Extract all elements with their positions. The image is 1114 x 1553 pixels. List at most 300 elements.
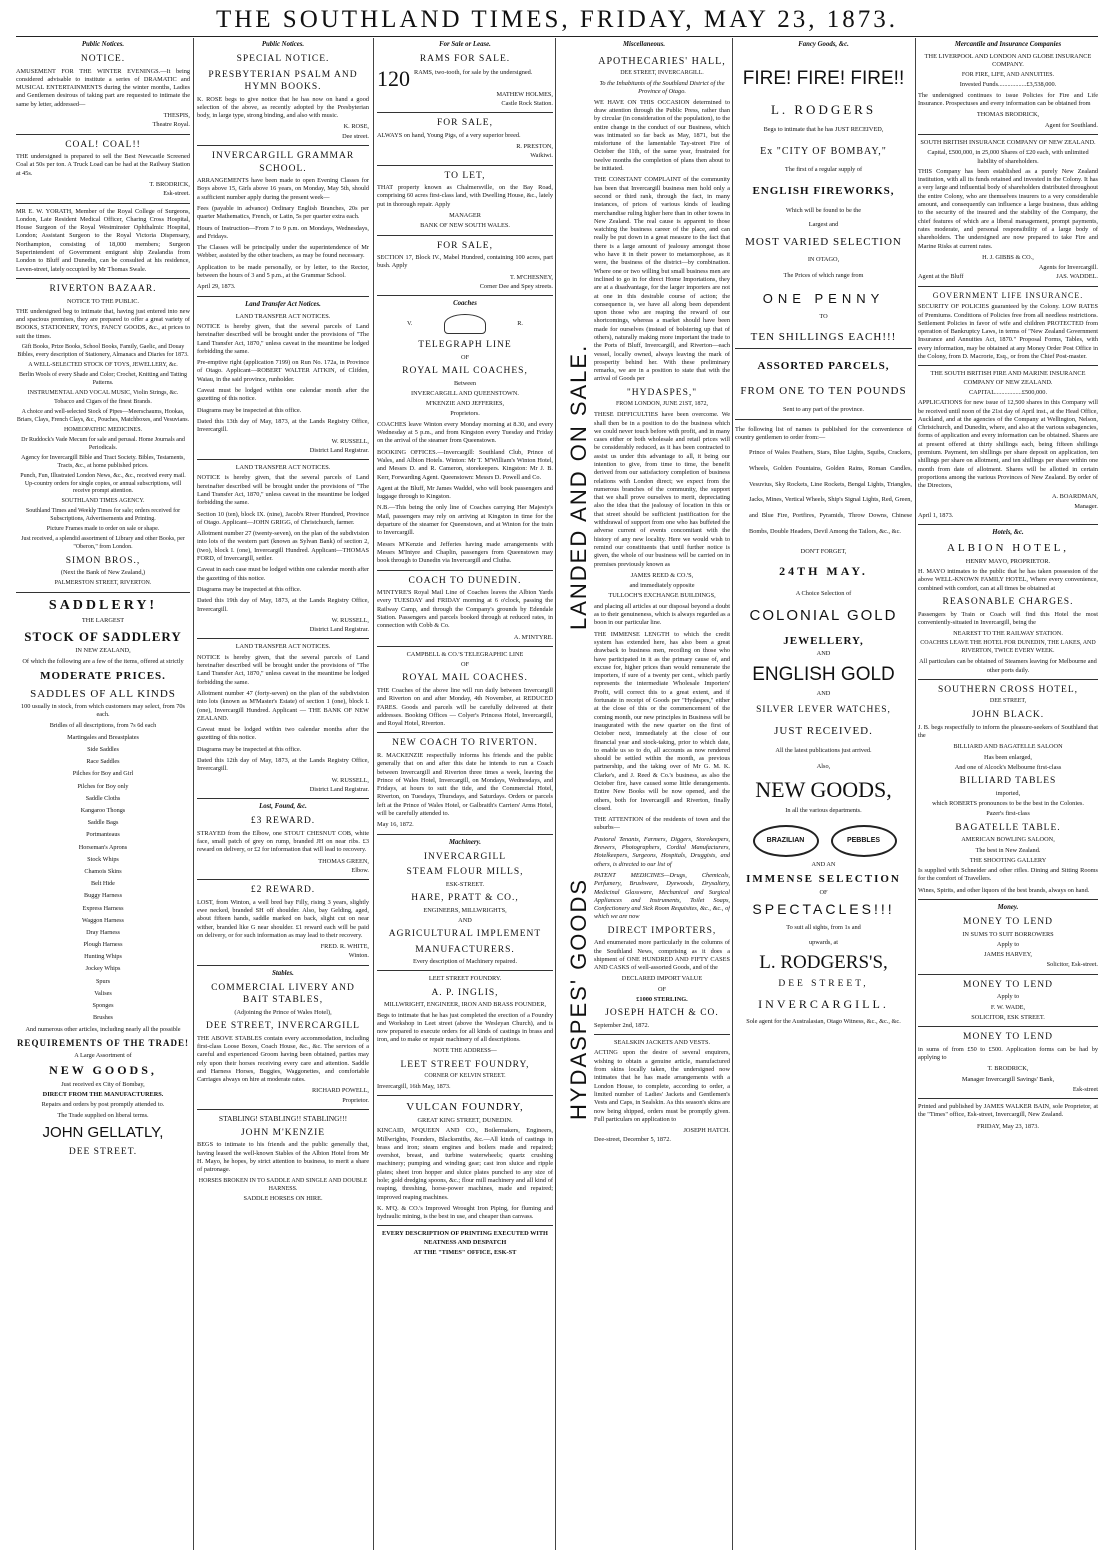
ll-funds: Invested Funds..................£3,538,000. — [959, 81, 1057, 89]
mckenzie-body: BEGS to intimate to his friends and the public generally that, having leased the well-known Stables of the Albion Hotel from Mr H. Mayo, he hopes, by strict attention to business, to merit a share of patronage. — [197, 1141, 369, 1174]
notice-title: NOTICE. — [80, 53, 126, 64]
mckenzie-broken: HORSES BROKEN IN TO SADDLE AND SINGLE AND DOUBLE HARNESS. — [198, 1177, 368, 1192]
saddlery-item: Side Saddles — [87, 746, 119, 754]
seal-date: Dee-street, December 5, 1872. — [594, 1136, 671, 1144]
lens-right: PEBBLES — [831, 825, 897, 857]
lta-body: NOTICE is hereby given, that the several parcels of Land hereinafter described will be brought under the provisions of "The Land Transfer Act, 1870," unless caveat in the meantime be lodged forbidding the same. — [197, 474, 369, 507]
saddlery-item: Sponges — [92, 1002, 114, 1010]
ah-body: THE IMMENSE LENGTH to which the credit system has extended here, has also been a great drawback to business men, recoiling on those who have participated in it as the primary cause of, and excuse for, higher prices than would remunerate the importers, if sure of a twenty per cent., which partly represents the intermediate Wholesale Importers' Profit, will correct this to a great extent, and if fortunate in receipt of Goods per "Hydaspes," either at the close of this or the commencement of the coming month, our new principles in Business will be inaugurated with the new quarter on the first of October next, immediately at the close of our financial year and stock-taking, prior to which date, to enable us so to do, all accounts as now rendered should be settled within the month, as previous partnership, and the taking over of Mr G. M. K. Clarke's, and J. Reed & Co.'s business, as also the October fire, have caused some little derangements. Entire New Books will be now opened, and the others, both for Invercargill and Riverton, finally closed. — [594, 630, 730, 812]
rams-sign: MATHEW HOLMES, — [496, 90, 553, 98]
money-title: MONEY TO LEND — [963, 1032, 1053, 1043]
crown-icon — [444, 314, 486, 334]
bazaar-item: Tobacco and Cigars of the finest Brands. — [54, 399, 152, 406]
rams-body: RAMS, two-tooth, for sale by the undersigned. — [414, 68, 533, 76]
divider — [377, 1225, 553, 1226]
mills-title: INVERCARGILL — [423, 851, 507, 862]
simon-addr: PALMERSTON STREET, RIVERTON. — [54, 579, 152, 586]
saddlery-item: Saddle Bags — [87, 819, 119, 827]
livery-body: THE ABOVE STABLES contain every accommodation, including first-class Loose Boxes, Coach House, &c., &c. The services of a careful and experienced Groom having been obtained, parties may rely upon their horses receiving every care and attention. Saddle and Harness Horses, Buggies, Waggonettes, and comfortable Carriages always on hire at moderate rates. — [197, 1034, 369, 1084]
saddlery-item: Pilches for Boy only — [77, 782, 129, 790]
english-gold: ENGLISH GOLD — [752, 663, 895, 685]
seal-sign: JOSEPH HATCH. — [683, 1127, 730, 1135]
mckenzie-title: JOHN M'KENZIE — [240, 1127, 326, 1138]
just-received: JUST RECEIVED. — [774, 725, 873, 738]
choice: A Choice Selection of — [795, 589, 852, 597]
grammar-date: April 29, 1873. — [197, 283, 236, 291]
inglis-addr: LEET STREET FOUNDRY, — [400, 1059, 530, 1070]
forsale-body: ALWAYS on hand, Young Pigs, of a very superior breed. — [377, 131, 521, 139]
sbf-cap: CAPITAL.................£500,000. — [968, 388, 1048, 396]
campbell-body: THE Coaches of the above line will run daily between Invercargill and Riverton on and after Monday, 4th November, at REDUCED FARES. Goods and parcels will be carefully delivered at their addresses. Booking Offices — Colyer's Princess Hotel, Invercargill, and Royal Hotel, Riverton. — [377, 686, 553, 728]
divider — [197, 145, 369, 146]
sb-body: THIS Company has been established as a purely New Zealand institution, with all its funds retained and invested in the Colony. It has a very large and influential body of shareholders distributed throughout the entire Colony, who are themselves insurers to a very considerable amount, and consequently can influence a large business, thus adding to the security of the insured and the stability of the Company, the chief features of which are a liberal management, prompt payments, rates moderate, and personal responsibility of a large body of shareholders. The undersigned are now prepared to take Fire and Marine Risks at current rates. — [918, 167, 1098, 250]
riverton-date: May 16, 1872. — [377, 821, 414, 829]
sb-bluff-row — [918, 273, 1098, 281]
albion-nearest: NEAREST TO THE RAILWAY STATION. — [953, 630, 1063, 638]
list-intro: The following list of names is published for the convenience of country gentlemen to order from:— — [735, 425, 912, 441]
divider — [735, 419, 912, 420]
tel-route: INVERCARGILL AND QUEENSTOWN. — [411, 389, 519, 397]
tel-royal: ROYAL MAIL COACHES, — [402, 366, 528, 377]
column-fancy-goods — [735, 40, 912, 1548]
section-header: Public Notices. — [261, 41, 305, 48]
divider — [918, 134, 1098, 135]
money-sub: IN SUMS TO SUIT BORROWERS — [962, 930, 1054, 938]
livery-sign: Proprietor. — [342, 1096, 369, 1104]
saddlery-item: Kangaroo Thongs — [80, 807, 126, 815]
ah-hydaspes: "HYDASPES," — [626, 387, 698, 398]
bazaar-item: Punch, Fun, Illustrated London News, &c., &c., received every mail. Up-country orders for single copies, or annual subscriptions, will receive prompt attention. — [20, 472, 186, 495]
money-apply: Apply to — [996, 940, 1020, 948]
column-mercantile-insurance — [918, 40, 1098, 1548]
sx-body: J. B. begs respectfully to inform the pleasure-seekers of Southland that the — [918, 723, 1098, 740]
money-title: MONEY TO LEND — [963, 979, 1053, 990]
bazaar-item: Southland Times and Weekly Times for sale; orders received for Subscriptions, Advertisements and Printing. — [25, 508, 181, 523]
psalm-body: K. ROSE begs to give notice that he has now on hand a good selection of the above, as recently adopted by the Presbyterian body, in large type, strong binding, and also with music. — [197, 95, 369, 120]
spectacles-icon — [749, 819, 899, 857]
sb-bluff-agent: JAS. WADDEL. — [1056, 273, 1098, 281]
albion-steamers: All particulars can be obtained of Steamers leaving for Melbourne and other ports daily. — [919, 658, 1097, 674]
gov-title: GOVERNMENT LIFE INSURANCE. — [932, 290, 1084, 300]
forsale-title: FOR SALE, — [437, 240, 493, 251]
sx-imported: imported, — [995, 789, 1021, 797]
crest-r: R. — [517, 320, 523, 328]
mills-street: ESK-STREET. — [445, 880, 485, 888]
seal-title: SEALSKIN JACKETS AND VESTS. — [613, 1039, 711, 1047]
divider — [918, 1098, 1098, 1099]
forsale-sign: Corner Dee and Spey streets. — [479, 282, 553, 290]
bazaar-sub: NOTICE TO THE PUBLIC. — [66, 297, 140, 305]
divider — [377, 970, 553, 971]
bazaar-item: Gift Books, Prize Books, School Books, Family, Gaelic, and Douay Bibles, every description of Stationery, Almanacs and Diaries for 1873. — [17, 343, 189, 358]
lta-dated: Dated this 13th day of May, 1873, at the Lands Registry Office, Invercargill. — [197, 417, 369, 434]
silver-watches: SILVER LEVER WATCHES, — [756, 704, 891, 715]
simon-sub: (Next the Bank of New Zealand,) — [60, 569, 146, 577]
ah-title: APOTHECARIES' HALL, — [598, 56, 726, 67]
riverton-title: NEW COACH TO RIVERTON. — [392, 738, 538, 749]
divider — [377, 165, 553, 166]
tel-of: OF — [460, 353, 470, 361]
from-one: FROM ONE TO TEN POUNDS — [740, 384, 907, 397]
bazaar-item: SOUTHLAND TIMES AGENCY. — [61, 498, 145, 505]
ten-shillings: TEN SHILLINGS EACH!!! — [750, 330, 897, 343]
sx-saloon: BILLIARD AND BAGATELLE SALOON — [953, 743, 1063, 751]
lta-item: Pre-emptive right (application 7199) on Run No. 172a, in Province of Otago. Applicant—ROBERT WALTER AITKIN, of Clifden, Waiau, in the said province, runholder. — [197, 359, 369, 383]
money-sign: T. BRODRICK, — [987, 1065, 1029, 1073]
vulcan-body: K. M'Q. & CO.'s Improved Wrought Iron Piping, for fluming and hydraulic mining, is the best in use, and cheaper than canvass. — [377, 1204, 553, 1221]
money-body: in sums of from £50 to £500. Application forms can be had by applying to — [918, 1045, 1098, 1061]
saddlery-item: Belt Hide — [91, 880, 115, 888]
yorath-body: MR E. W. YORATH, Member of the Royal College of Surgeons, London, Late Resident Medical Officer, Charing Cross Hospital, House Surgeon of the Royal Westminster Ophthalmic Hospital, London; Assistant Surgeon to the Royal Victoria Dispensary, Northampton, consisting of 18,000 members; Surgeon Superintendent of Government emigrant ship Zealandia from London to Bluff and Dunedin, can be consulted at his residence, Leven-street, lately occupied by Mr Thomas Swale. — [16, 207, 190, 273]
column-rule — [373, 38, 374, 1550]
divider — [16, 592, 190, 593]
livery-sub: (Adjoining the Prince of Wales Hotel), — [234, 1008, 332, 1016]
divider — [594, 1034, 730, 1035]
immense: IMMENSE SELECTION — [746, 873, 901, 886]
simon-title: SIMON BROS., — [65, 555, 141, 566]
hare-title: HARE, PRATT & CO., — [411, 892, 519, 903]
bazaar-item: Dr Ruddock's Vade Mecum for sale and perusal. Home Journals and Periodicals. — [21, 437, 185, 451]
imprint-date: FRIDAY, May 23, 1873. — [977, 1122, 1039, 1130]
ah-body: THE CONSTANT COMPLAINT of the community has been that Invercargill business men hold only a second or third rank, through the fact, in many instances, of prices of various kinds of leading merchandise ruling higher here than in other towns in New Zealand. The real cause is apparent to those watching the business career of the place, and can really be put down in a great measure to the fact that there is a large amount of jealousy amongst those who have it in their power to metamorphose, as it were, the business of the district—by combination. Where one or two willing but small business men are inclined to go in for direct Home Importations, they are at a disadvantage, for the larger importers are not at one in this desirable course of action; the consequence is, we have all along been dependent upon those who are reaping the reward of our shortcomings, whereas a market should have been made for ourselves (instead of bolstering up that of others), naturally making more important the trade to the Ports of Bluff, Invercargill, and Riverton—each vessel, locally owned, always leaving the mark of prosperity behind her. With these preliminary remarks, we are in a position to state that with the arrival of Goods per — [594, 176, 730, 383]
reward-sign: Winton. — [348, 952, 369, 960]
albion-sub: HENRY MAYO, PROPRIETOR. — [965, 557, 1051, 565]
printing-ad: EVERY DESCRIPTION OF PRINTING EXECUTED WITH NEATNESS AND DESPATCH — [382, 1230, 548, 1246]
ah-from: FROM LONDON, JUNE 21ST, 1872, — [615, 401, 709, 408]
reward-sign: FRED. R. WHITE, — [320, 943, 369, 951]
vulcan-sub: GREAT KING STREET, DUNEDIN. — [417, 1116, 513, 1124]
sx-roberts: which ROBERTS pronounces to be the best in the Colonies. — [932, 800, 1084, 808]
divider — [918, 524, 1098, 525]
and: AND — [816, 689, 831, 697]
ah-value: £1000 STERLING. — [636, 996, 688, 1004]
money-sign: F. W. WADE, — [990, 1003, 1026, 1011]
depts: In all the various departments. — [785, 806, 862, 814]
psalm-sign: Dee street. — [342, 132, 369, 140]
saddlery-item: Dray Harness — [86, 928, 120, 936]
sx-tables: BILLIARD TABLES — [959, 776, 1057, 787]
tel-nb: Messrs M'Kenzie and Jefferies having made arrangements with Messrs M'Intyre and Chaplin, passengers from Queenstown may book through to Dunedin via Invercargill and Clutha. — [377, 540, 553, 565]
sbf-body: APPLICATIONS for new issue of 12,500 shares in this Company will be received until noon of the 21st day of April inst., at the Head Office, Auckland, and at the agencies of the Company at Wellington, Nelson, Christchurch, and Dunedin, where, and also at the various subagencies, forms of application and every information can be obtained. Shares are at present offered at thirty shillings each, being fifteen shillings premium. Payment, ten shillings per share deposit on application, ten shillings per share on allotment, and ten shillings per share within one month from date of allotment. Shares will be allotted in certain proportions among the various Provinces of New Zealand. By order of the Directors, — [918, 399, 1098, 490]
column-rule — [915, 38, 916, 1550]
divider — [918, 899, 1098, 900]
and-an: AND AN — [811, 860, 836, 868]
sx-alcock: And one of Alcock's Melbourne first-class — [954, 764, 1062, 772]
ah-enum: And enumerated more particularly in the columns of the Southland News, comprising as it does a shipment of ONE HUNDRED AND FIFTY CASES AND CASKS of well-assorted Goods, and of the — [594, 939, 730, 972]
sbf-title: THE SOUTH BRITISH FIRE AND MARINE INSURANCE COMPANY OF NEW ZEALAND. — [930, 370, 1086, 386]
rams-sign: Castle Rock Station. — [501, 99, 553, 107]
ll-sign: THOMAS BRODRICK, — [976, 111, 1040, 119]
column-sale-coaches-machinery — [377, 40, 553, 1548]
ah-sub: DEE STREET, INVERCARGILL. — [620, 70, 704, 77]
forsale-title: FOR SALE, — [437, 118, 493, 129]
divider — [377, 235, 553, 236]
saddlery-bombay: Just received ex City of Bombay, — [61, 1080, 145, 1088]
albion-body: H. MAYO intimates to the public that he has taken possession of the above WELL-KNOWN FAMILY HOTEL, Where every convenience, combined with comfort, can at all times be obtained at — [918, 568, 1098, 592]
spectacles: SPECTACLES!!! — [752, 900, 895, 917]
ah-reed: JAMES REED & CO.'S, — [630, 571, 694, 579]
largest: Largest and — [808, 220, 839, 228]
inglis-sub: MILLWRIGHT, ENGINEER, IRON AND BRASS FOUNDER, — [383, 1001, 547, 1009]
sx-title: SOUTHERN CROSS HOTEL, — [937, 684, 1079, 695]
bazaar-item: A choice and well-selected Stock of Pipes—Meerschaums, Hookas, Briars, Clays, French Clays, &c., Pouches, Matchboxes, and Vesuvians. — [16, 409, 190, 424]
ah-tulloch: TULLOCH'S EXCHANGE BUILDINGS, — [608, 592, 716, 600]
inglis-title: A. P. INGLIS, — [431, 987, 499, 998]
sent: Sent to any part of the province. — [783, 406, 864, 414]
lta-item: Section 10 (ten), block IX. (nine), Jacob's River Hundred, Province of Otago. Applicant—JOHN GRIGG, of Christchurch, farmer. — [197, 510, 369, 526]
mills-title: STEAM FLOUR MILLS, — [406, 867, 524, 878]
money-sign: Manager Invercargill Savings' Bank, — [961, 1075, 1055, 1083]
section-header: Land Transfer Act Notices. — [245, 300, 321, 308]
saddlery-item: Stock Whips — [87, 855, 119, 863]
hare-agri: AGRICULTURAL IMPLEMENT — [388, 929, 542, 940]
dee-street: DEE STREET, — [778, 979, 869, 990]
fire-heading: FIRE! FIRE! FIRE!! — [742, 67, 905, 89]
divider — [918, 974, 1098, 975]
bazaar-item: Berlin Wools of every Shade and Color; Crochet, Knitting and Tatting Patterns. — [18, 371, 187, 386]
section-header: Lost, Found, &c. — [259, 803, 307, 811]
hare-body: Every description of Machinery repaired. — [412, 958, 518, 966]
prices: The Prices of which range from — [783, 271, 864, 279]
sbf-date: April 1, 1873. — [918, 512, 954, 520]
albion-title: ALBION HOTEL, — [946, 542, 1070, 555]
dunedin-sign: A. M'INTYRE. — [513, 633, 553, 641]
mckenzie-hire: SADDLE HORSES ON HIRE. — [243, 1195, 323, 1203]
latest: All the latest publications just arrived. — [775, 746, 872, 754]
campbell-title: CAMPBELL & CO.'S TELEGRAPHIC LINE — [406, 650, 524, 658]
saddlery-nz: IN NEW ZEALAND, — [75, 647, 131, 655]
saddlery-prices: MODERATE PRICES. — [40, 670, 166, 683]
notice-sign: THESPIS, — [163, 111, 190, 119]
tel-body: COACHES leave Winton every Monday morning at 8.30, and every Wednesday at 5 p.m., and from Kingston every Tuesday and Friday on the arrival of the steamer from Queenstown. — [377, 420, 553, 445]
column-miscellaneous — [558, 40, 730, 1548]
ll-body: The undersigned continues to issue Policies for Fire and Life Insurance. Prospectuses and every information can be obtained from — [918, 91, 1098, 108]
lens-left: BRAZILIAN — [753, 825, 819, 857]
notice-body: AMUSEMENT FOR THE WINTER EVENINGS.—It being considered advisable to institute a series of DRAMATIC and MUSICAL ENTERTAINMENTS during the winter months, Ladies and Gentlemen desirous of taking part are requested to intimate the same by letter, addressed— — [16, 67, 190, 108]
bazaar-item: A WELL-SELECTED STOCK OF TOYS, JEWELLERY, &c. — [28, 361, 178, 368]
sbf-sign: A. BOARDMAN, — [1051, 493, 1098, 501]
lta-sign: District Land Registrar. — [309, 446, 369, 454]
of: OF — [819, 888, 828, 896]
assorted: ASSORTED PARCELS, — [757, 360, 890, 373]
lta-item: Allotment number 47 (forty-seven) on the plan of the subdivision into lots (known as M'Master's Estate) of section 1 (one), block I. (one), Invercargill Hundred. Applicant — THE BANK OF NEW ZEALAND. — [197, 689, 369, 722]
reward-title: £2 REWARD. — [250, 885, 316, 896]
divider — [197, 296, 369, 297]
ah-body: WE HAVE ON THIS OCCASION determined to draw attention through the Public Press, rather than by circular (in consideration of the population), to the entire change in the conduct of our Business, which was intimated so far back as May, 1871, but the misfortune of the lamentable Tay-street Fire of October the 11th, of the same year, frustrated for twelve months the completion of plans then about to be initiated. — [594, 98, 730, 173]
saddlery-item: Saddle Cloths — [85, 794, 121, 802]
hare-and: AND — [458, 916, 472, 924]
ah-declared: DECLARED IMPORT VALUE — [621, 975, 703, 983]
upwards: upwards, at — [808, 938, 839, 946]
sx-best: The best in New Zealand. — [975, 846, 1041, 854]
sx-bagatelle: BAGATELLE TABLE. — [955, 822, 1061, 833]
saddlery-stock: STOCK OF SADDLERY — [24, 629, 182, 645]
ah-of: OF — [657, 985, 667, 993]
divider — [197, 459, 369, 460]
gov-body: SECURITY OF POLICIES guaranteed by the Colony. LOW RATES of Premiums. Conditions of Policies free from all needless restrictions. Settlement Policies in favor of wife and children PROTECTED from operation of Bankruptcy Laws, in terms of "New Zealand Government Insurance and Annuities Act, 1870." Proposal Forms, Tables, with every information, may be obtained at any Money Order Post Office in the Colony, from D. Macrorie, Esq., or from the Chief Post-master. — [918, 303, 1098, 361]
lta-diagrams: Diagrams may be inspected at this office. — [197, 745, 302, 753]
ll-title: THE LIVERPOOL AND LONDON AND GLOBE INSURANCE COMPANY. — [924, 52, 1092, 69]
forsale-sign: R. PRESTON, — [516, 142, 553, 150]
divider — [16, 203, 190, 204]
bazaar-item: INSTRUMENTAL AND VOCAL MUSIC, Violin Strings, &c. — [27, 389, 179, 396]
albion-body: Passengers by Train or Coach will find this Hotel the most conveniently-situated in Invercargill, being the — [918, 610, 1098, 626]
divider — [16, 278, 190, 279]
saddlery-assort: A Large Assortment of — [74, 1051, 132, 1059]
saddlery-repairs: Repairs and orders by post promptly attended to. — [41, 1101, 165, 1109]
invercargill: INVERCARGILL. — [758, 996, 889, 1011]
divider — [735, 348, 912, 349]
grammar-title: INVERCARGILL GRAMMAR SCHOOL. — [211, 151, 355, 174]
forsale-body: SECTION 17, Block IV., Mabel Hundred, containing 100 acres, part bush. Apply — [377, 254, 553, 270]
tolet-title: TO LET, — [444, 170, 486, 181]
coal-body: THE undersigned is prepared to sell the Best Newcastle Screened Coal at 50s per ton. A Truck Load can be had at the Railway Station at 45s. — [16, 153, 190, 177]
lta-title: LAND TRANSFER ACT NOTICES. — [235, 464, 331, 472]
divider — [377, 1095, 553, 1096]
forsale-sign: Waikiwi. — [530, 152, 553, 160]
sx-gallery: THE SHOOTING GALLERY — [969, 856, 1047, 864]
gellatly-addr: DEE STREET. — [68, 1146, 138, 1157]
saddlery-item: Spurs — [95, 977, 111, 985]
tolet-sign: MANAGER — [449, 211, 481, 219]
psalm-sign: K. ROSE, — [343, 123, 369, 131]
money-sign: SOLICITOR, ESK STREET. — [971, 1013, 1045, 1021]
rams-number: 120 — [377, 65, 410, 91]
hare-sub: ENGINEERS, MILLWRIGHTS, — [423, 906, 507, 914]
begs: Begs to intimate that he has JUST RECEIVED, — [763, 126, 884, 134]
campbell-of: OF — [460, 661, 470, 669]
rodgerss: L. RODGERS'S, — [759, 952, 888, 974]
grammar-hours: Hours of Instruction—From 7 to 9 p.m. on Mondays, Wednesdays, and Fridays. — [197, 224, 369, 240]
colonial-gold: COLONIAL GOLD — [749, 606, 898, 624]
livery-sign: RICHARD POWELL, — [311, 1087, 369, 1095]
saddlery-largest: THE LARGEST — [81, 617, 125, 625]
fireworks: ENGLISH FIREWORKS, — [752, 184, 895, 197]
printing-office: AT THE "TIMES" OFFICE, ESK-ST — [413, 1249, 517, 1257]
ah-hatch: JOSEPH HATCH & CO. — [605, 1008, 719, 1019]
grammar-body: ARRANGEMENTS have been made to open Evening Classes for Boys above 15, Girls above 16 years, on Monday, May 5th, should a sufficient number apply during the present week— — [197, 177, 369, 201]
bazaar-body: THE undersigned beg to intimate that, having just entered into new and spacious premises, they are prepared to offer a great variety of BOOKS, STATIONERY, TOYS, FANCY GOODS, &c., at prices to suit the times. — [16, 307, 190, 340]
saddlery-goods: NEW GOODS, — [49, 1062, 157, 1077]
grammar-classes: The Classes will be principally under the superintendence of Mr Webber, assisted by the other teachers, as may be found necessary. — [197, 244, 369, 260]
lta-caveat: Caveat in each case must be lodged within one calendar month after the gazetting of this notice. — [197, 566, 369, 582]
masthead-rule — [16, 36, 1098, 37]
sx-wines: Wines, Spirits, and other liquors of the best brands, always on hand. — [918, 886, 1090, 894]
royal-crest — [377, 312, 553, 336]
money-sign: Solicitor, Esk-street. — [1046, 961, 1098, 969]
divider — [377, 834, 553, 835]
saddlery-item: Jockey Whips — [85, 965, 121, 973]
lta-caveat: Caveat must be lodged within two calendar months after the gazetting of this notice. — [197, 726, 369, 742]
sb-sign: H. J. GIBBS & CO., — [982, 253, 1034, 261]
sx-american: AMERICAN BOWLING SALOON, — [961, 836, 1055, 844]
tel-props: Proprietors. — [450, 410, 480, 418]
ah-patent: PATENT MEDICINES—Drugs, Chemicals, Perfumery, Brushware, Dyewoods, Drysaltery, Medicinal Glassware, Mechanical and Surgical Appliances and Instruments, Toilet Soaps, Confectionery and Sick Room Requisites, &c., &c., of which we are now — [594, 871, 730, 921]
tel-body: Agent at the Bluff, Mr James Waddel, who will book passengers and luggage through to Kingston. — [377, 484, 553, 501]
vulcan-body: KINCAID, M'QUEEN AND CO., Boilermakers, Engineers, Millwrights, Founders, Blacksmiths, &c.—All kinds of castings in brass and iron; steam engines and boilers made and repaired; overshot, breast, and turbine waterwheels; quartz crushing machinery; pumping and winding gear; cast iron sluice and ripple plates; sheet iron hopper and sluice plates punched to any size of hole; gold dredging spoons, &c.; flour mill machinery and all kind of reaping, threshing, horse-power machines, made and repaired; improved reaping machines. — [377, 1127, 553, 1201]
may-24: 24TH MAY. — [779, 563, 868, 578]
coal-sign: Esk-street. — [163, 190, 190, 198]
ah-direct: DIRECT IMPORTERS, — [607, 925, 717, 936]
money-sign: JAMES HARVEY, — [983, 951, 1032, 959]
also: Also, — [816, 763, 831, 771]
coal-sign: T. BRODRICK, — [149, 181, 190, 188]
column-rule — [193, 38, 194, 1550]
sx-dee: DEE STREET, — [989, 698, 1027, 705]
ll-sub: FOR FIRE, LIFE, AND ANNUITIES. — [961, 71, 1055, 78]
saddlery-kinds: SADDLES OF ALL KINDS — [30, 687, 176, 700]
bazaar-item: Picture Frames made to order on sale or shape. — [46, 526, 160, 533]
divider — [377, 732, 553, 733]
imprint: Printed and published by JAMES WALKER BAIN, sole Proprietor, at the "Times" office, Esk-street, Invercargill, New Zealand. — [918, 1103, 1098, 1119]
saddlery-item: Buggy Harness — [84, 892, 122, 900]
crest-v: V. — [407, 320, 413, 328]
fireworks-items: Prince of Wales Feathers, Stars, Blue Lights, Squibs, Crackers, Wheels, Golden Fountains, Golden Rains, Roman Candles, Vesuvius, Sky Rockets, Line Rockets, Bengal Lights, Triangles, Jacks, Mines, Vertical Wheels, Ship's Signal Lights, Red, Green, and Blue Fire, Portfires, Pyramids, Throw Downs, Chinese Bombs, Double Headers, Devil Among the Tailors, &c., &c. — [749, 449, 912, 535]
saddlery-req: REQUIREMENTS OF THE TRADE! — [16, 1037, 190, 1048]
lta-sign: District Land Registrar. — [309, 626, 369, 634]
saddlery-item: Portmanteaus — [86, 831, 120, 839]
column-rule — [555, 38, 556, 1550]
landed-on-sale-vertical: LANDED AND ON SALE. — [566, 343, 591, 630]
masthead: THE SOUTHLAND TIMES, FRIDAY, MAY 23, 1873. — [215, 6, 899, 33]
divider — [16, 134, 190, 135]
divider — [197, 1109, 369, 1110]
sb-cap: Capital, £500,000, in 25,000 Shares of £20 each, with unlimited liability of shareholders. — [927, 149, 1089, 165]
to: TO — [819, 313, 828, 321]
saddlery-item: Plough Harness — [83, 941, 123, 949]
reward-body: STRAYED from the Elbow, one STOUT CHESNUT COB, white face, small patch of grey on rump, branded JH on near ribs. £3 reward on delivery, or £2 for information that will lead to recovery. — [197, 829, 369, 854]
riverton-body: R. MACKENZIE respectfully informs his friends and the public generally that on and after this date he intends to run a Coach between Invercargill and Riverton three times a week, leaving the Prince of Wales Hotel, Invercargill, on Mondays, Wednesdays, and Fridays, at hours to suit the tide, and the Commercial Hotel, Riverton, on Tuesdays, Thursdays, and Saturdays. Orders or parcels left at the Prince of Wales Hotel, or Galbraith's Carriers' Arms Hotel, will be carefully attended to. — [377, 751, 553, 818]
inglis-body: Begs to intimate that he has just completed the erection of a Foundry and Workshop in Leet street (above the Wesleyan Church), and is now prepared to execute orders for all kinds of castings in brass and iron, and to make or repair machinery of all descriptions. — [377, 1011, 553, 1044]
lta-sign: District Land Registrar. — [309, 785, 369, 793]
albion-coaches: COACHES LEAVE THE HOTEL FOR DUNEDIN, THE LAKES, AND RIVERTON, TWICE EVERY WEEK. — [920, 640, 1096, 655]
rams-title: RAMS FOR SALE. — [419, 53, 511, 64]
vulcan-title: VULCAN FOUNDRY, — [406, 1101, 524, 1114]
jewellery: JEWELLERY, — [783, 634, 864, 647]
bazaar-item: Agency for Invercargill Bible and Tract Society. Bibles, Testaments, Tracts, &c., at home published prices. — [21, 454, 185, 469]
lta-sign: W. RUSSELL, — [331, 776, 369, 784]
dont-forget: DON'T FORGET, — [800, 547, 847, 555]
divider — [918, 679, 1098, 680]
lta-diagrams: Diagrams may be inspected at this office. — [197, 585, 302, 593]
reward-sign: THOMAS GREEN, — [318, 857, 369, 865]
grammar-fees: Fees (payable in advance) Ordinary English Branches, 20s per quarter Mathematics, French, or Latin, 5s per quarter extra each. — [197, 205, 369, 221]
one-penny: ONE PENNY — [762, 291, 885, 307]
special-title: SPECIAL NOTICE. — [236, 53, 330, 64]
sx-pazer: Pazer's first-class — [986, 810, 1030, 818]
divider — [918, 365, 1098, 366]
ex-ship: Ex "CITY OF BOMBAY," — [760, 145, 887, 157]
sx-enlarged: Has been enlarged, — [984, 753, 1032, 761]
lta-dated: Dated this 12th day of May, 1873, at the Lands Registry Office, Invercargill. — [197, 757, 369, 773]
sb-bluff: Agent at the Bluff — [918, 273, 964, 281]
saddlery-item: Race Saddles — [86, 758, 120, 766]
divider — [918, 286, 1098, 287]
notice-sign: Theatre Royal. — [152, 121, 190, 129]
rodgers-name: L. RODGERS — [770, 102, 877, 118]
seal-body: ACTING upon the desire of several enquirers, wishing to obtain a genuine article, manufactured from skins locally taken, the undersigned now intimates that he has made arrangements with a London House, to complete, according to order, a limited number of Ladies' Jackets and Gentlemen's Vests and Caps, in Sealskin. As this season's skins are now being shipped, orders must be promptly given. Full particulars on application to — [594, 1049, 730, 1123]
saddlery-item: Waggon Harness — [82, 916, 124, 924]
sole-agent: Sole agent for the Australasian, Otago Witness, &c., &c., &c. — [746, 1018, 901, 1026]
forsale-sign: T. M'CHESNEY, — [509, 273, 553, 281]
saddlery-items-list — [16, 722, 190, 1023]
livery-addr: DEE STREET, INVERCARGILL — [206, 1021, 360, 1032]
money-apply: Apply to — [996, 993, 1020, 1001]
leet-title: LEET STREET FOUNDRY. — [428, 975, 502, 983]
divider — [377, 295, 553, 296]
lta-body: NOTICE is hereby given, that the several parcels of Land hereinafter described will be brought under the provisions of "The Land Transfer Act, 1870," unless caveat in the meantime be lodged forbidding the same. — [197, 653, 369, 686]
money-title: MONEY TO LEND — [963, 917, 1053, 928]
